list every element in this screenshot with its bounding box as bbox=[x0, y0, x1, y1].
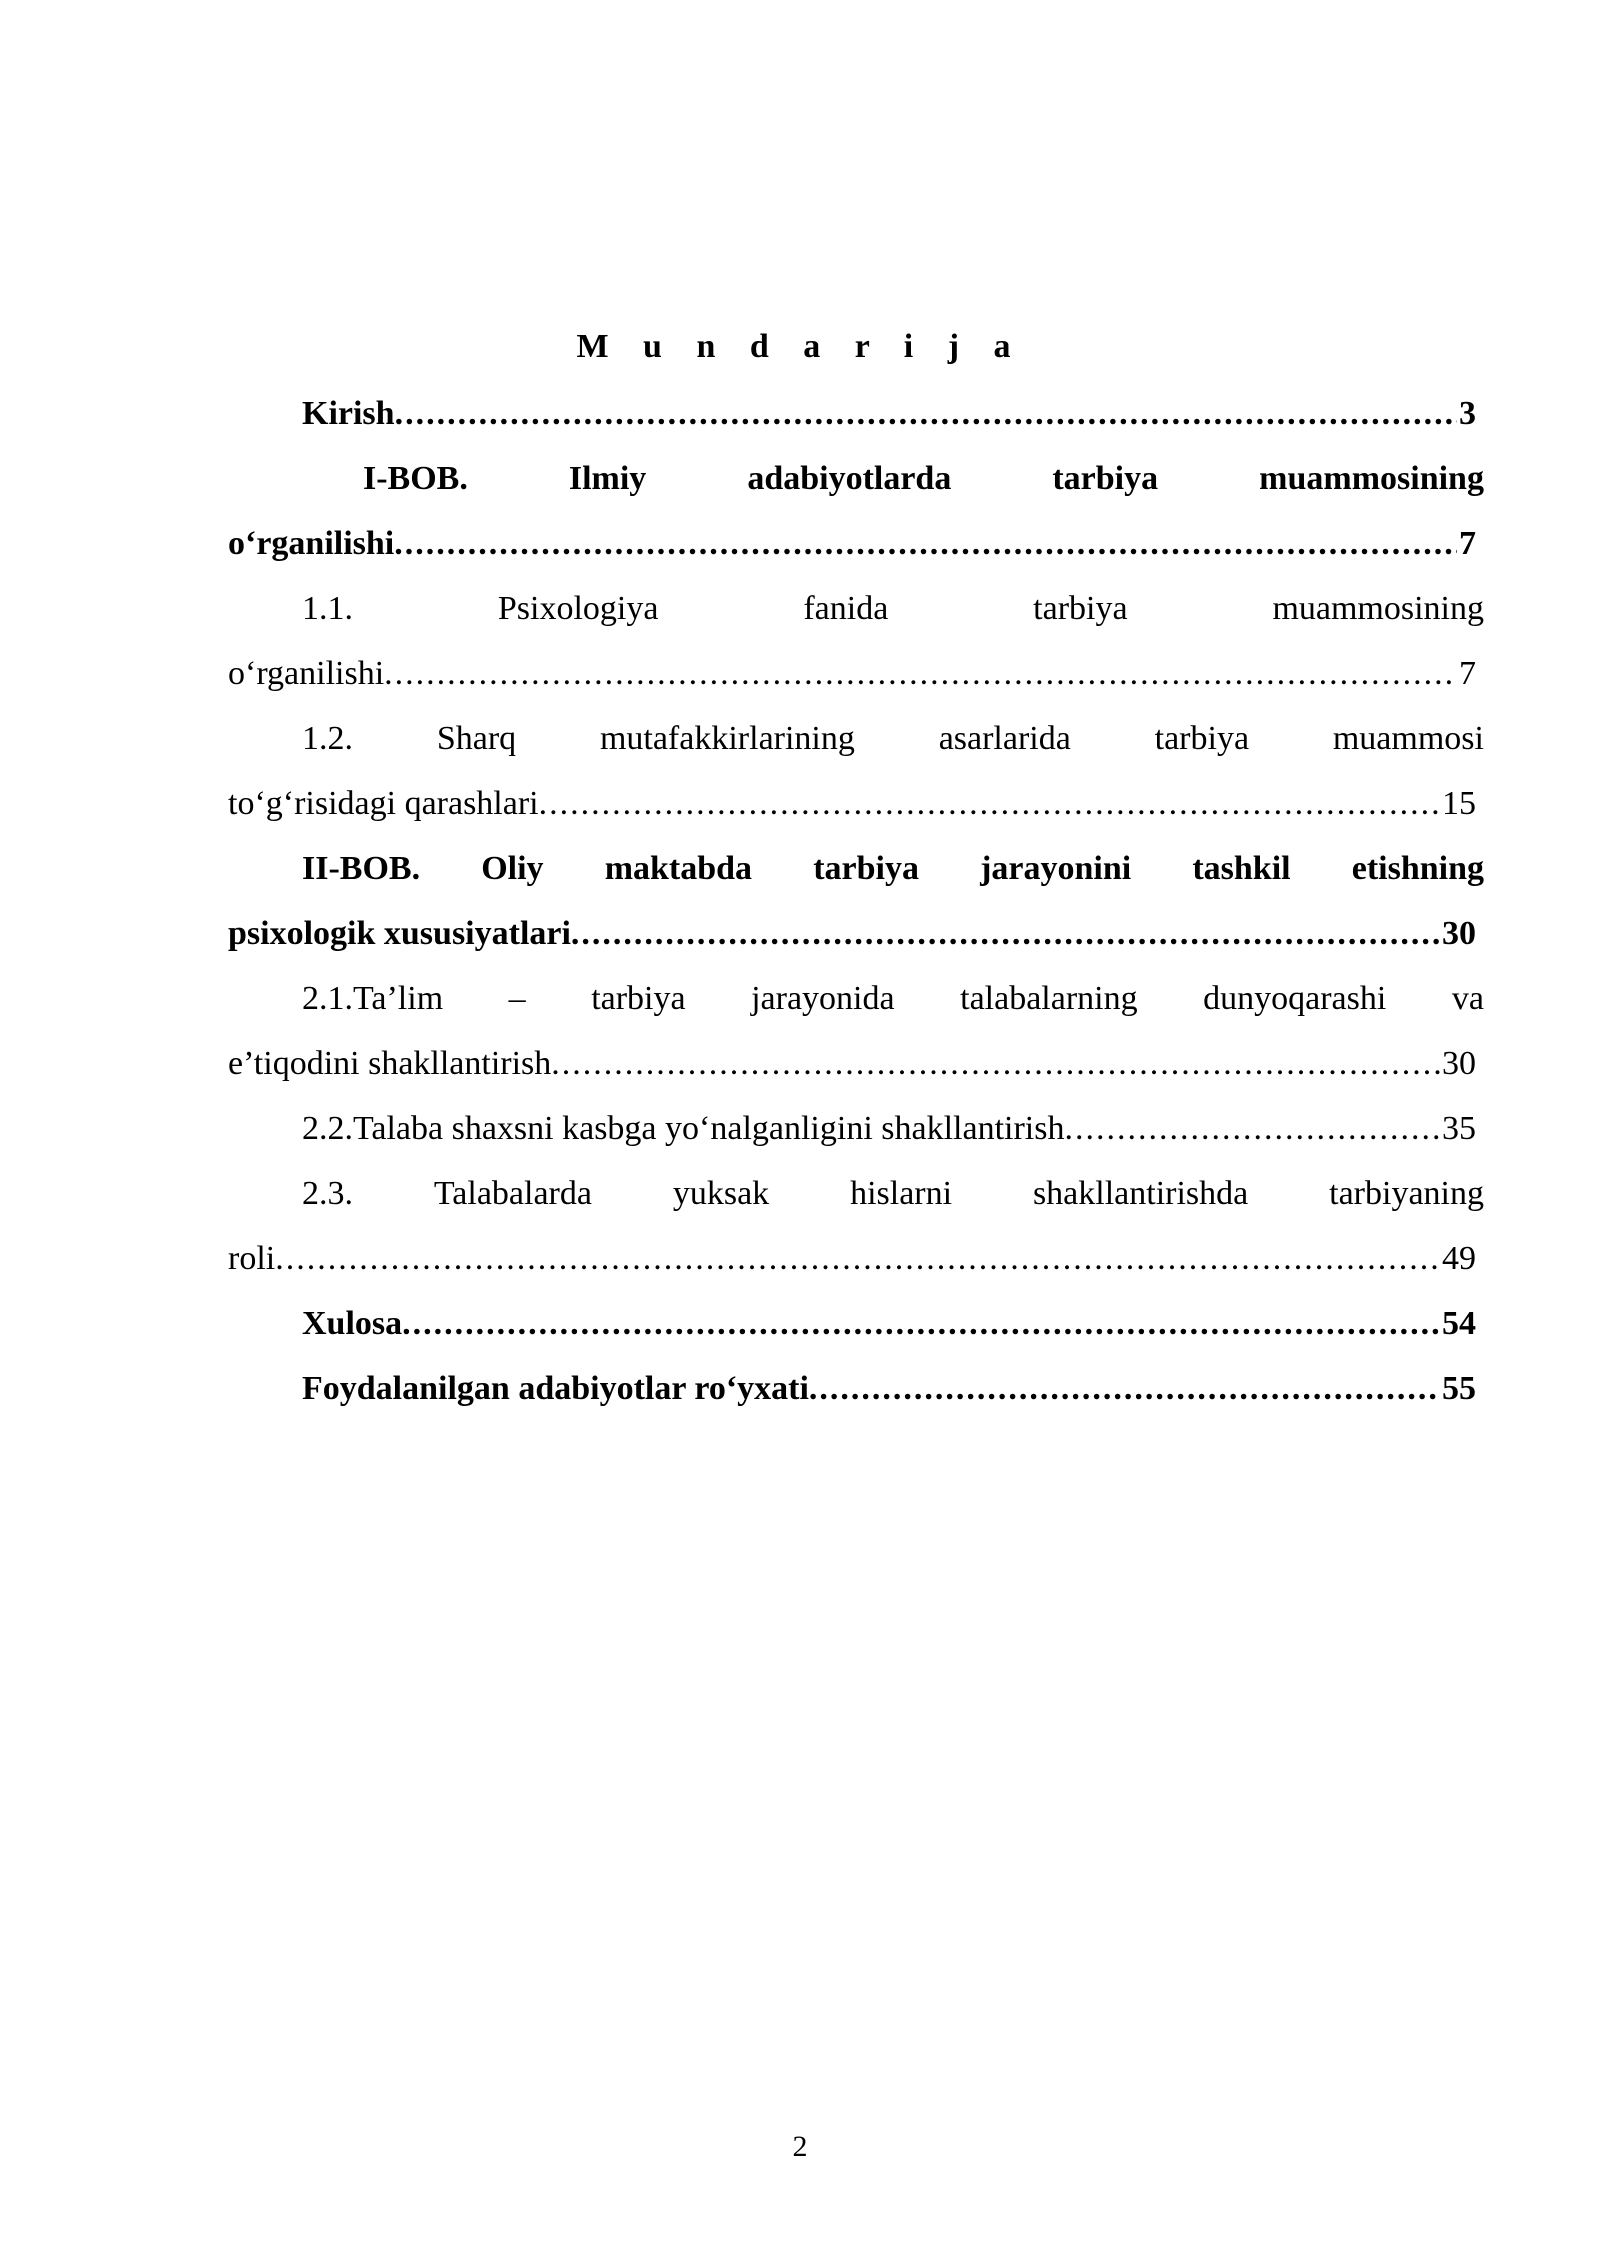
toc-line bbox=[228, 381, 1484, 446]
toc-entry-2-2 bbox=[228, 1096, 1484, 1161]
toc-word: shakllantirishda bbox=[1032, 1175, 1249, 1212]
toc-entry-2-1 bbox=[228, 966, 1484, 1096]
toc-line-justified bbox=[228, 446, 1484, 511]
toc-page-number: 7 bbox=[1459, 655, 1476, 692]
toc-entry-text: o‘rganilishi bbox=[228, 525, 395, 562]
toc-word: 2.3. bbox=[302, 1175, 353, 1212]
toc-word: fanida bbox=[803, 590, 889, 627]
toc-word: muammosi bbox=[1332, 720, 1484, 757]
toc-page-number: 30 bbox=[1442, 1045, 1476, 1082]
toc-entry-bob1 bbox=[228, 446, 1484, 576]
toc-entry-xulosa bbox=[228, 1291, 1484, 1356]
toc-word: II-BOB. bbox=[302, 850, 421, 887]
toc-word: dunyoqarashi bbox=[1203, 980, 1387, 1017]
toc-word: Psixologiya bbox=[497, 590, 659, 627]
toc-word: tarbiya bbox=[1033, 590, 1128, 627]
toc-line-justified bbox=[228, 1161, 1484, 1226]
toc-leader-dots bbox=[551, 1031, 1440, 1096]
toc-line-justified bbox=[228, 836, 1484, 901]
toc-word: tarbiya bbox=[813, 850, 919, 887]
toc-word: – bbox=[508, 980, 526, 1017]
toc-page-number: 7 bbox=[1459, 525, 1476, 562]
toc-word: yuksak bbox=[672, 1175, 770, 1212]
toc-entry-text: to‘g‘risidagi qarashlari bbox=[228, 785, 539, 822]
toc-word: Ilmiy bbox=[568, 460, 647, 497]
toc-leader-dots bbox=[394, 511, 1457, 576]
toc-word: etishning bbox=[1351, 850, 1484, 887]
toc-line bbox=[228, 1356, 1484, 1421]
toc-entry-text: 2.2.Talaba shaxsni kasbga yo‘nalganligini shakllantirish bbox=[302, 1110, 1065, 1147]
toc-word: Sharq bbox=[436, 720, 517, 757]
toc-word: 1.1. bbox=[302, 590, 353, 627]
toc-line-justified bbox=[228, 706, 1484, 771]
toc-word: va bbox=[1451, 980, 1484, 1017]
toc-page-number: 3 bbox=[1459, 395, 1476, 432]
toc-word: muammosining bbox=[1272, 590, 1484, 627]
toc-page-number: 49 bbox=[1442, 1240, 1476, 1277]
toc-entry-text: o‘rganilishi bbox=[228, 655, 385, 692]
toc-leader-dots bbox=[1064, 1096, 1440, 1161]
toc-page-number: 54 bbox=[1442, 1305, 1476, 1342]
toc-word: 2.1.Ta’lim bbox=[302, 980, 444, 1017]
toc-word: talabalarning bbox=[960, 980, 1138, 1017]
toc-word: tarbiyaning bbox=[1329, 1175, 1484, 1212]
toc-line bbox=[228, 1226, 1484, 1291]
toc-entry-text: Foydalanilgan adabiyotlar ro‘yxati bbox=[302, 1370, 809, 1407]
toc-line bbox=[228, 901, 1484, 966]
toc-word: hislarni bbox=[850, 1175, 953, 1212]
toc-word: muammosining bbox=[1259, 460, 1484, 497]
toc-page-number: 35 bbox=[1442, 1110, 1476, 1147]
toc-line-justified bbox=[228, 966, 1484, 1031]
toc-leader-dots bbox=[384, 641, 1457, 706]
toc-leader-dots bbox=[395, 381, 1457, 446]
page-number: 2 bbox=[792, 2130, 808, 2163]
toc-entry-2-3 bbox=[228, 1161, 1484, 1291]
toc-entry-1-1 bbox=[228, 576, 1484, 706]
toc-word: 1.2. bbox=[302, 720, 353, 757]
toc-word: tarbiya bbox=[591, 980, 686, 1017]
toc-entry-text: roli bbox=[228, 1240, 276, 1277]
toc-word: tashkil bbox=[1192, 850, 1291, 887]
toc-line bbox=[228, 771, 1484, 836]
toc-leader-dots bbox=[539, 771, 1440, 836]
toc-word: jarayonida bbox=[751, 980, 895, 1017]
toc-entry-bob2 bbox=[228, 836, 1484, 966]
toc-leader-dots bbox=[809, 1356, 1440, 1421]
toc-leader-dots bbox=[571, 901, 1440, 966]
toc-word: Oliy bbox=[481, 850, 544, 887]
toc-entry-text: Kirish bbox=[302, 395, 395, 432]
toc-line bbox=[228, 641, 1484, 706]
table-of-contents bbox=[228, 381, 1484, 1421]
toc-word: maktabda bbox=[604, 850, 753, 887]
toc-entry-kirish bbox=[228, 381, 1484, 446]
toc-line bbox=[228, 1096, 1484, 1161]
toc-entry-text: psixologik xususiyatlari bbox=[228, 915, 571, 952]
toc-page-number: 55 bbox=[1442, 1370, 1476, 1407]
toc-word: tarbiya bbox=[1154, 720, 1250, 757]
toc-word: Talabalarda bbox=[433, 1175, 592, 1212]
toc-word: jarayonini bbox=[980, 850, 1132, 887]
toc-line-justified bbox=[228, 576, 1484, 641]
toc-entry-text: e’tiqodini shakllantirish bbox=[228, 1045, 552, 1082]
toc-title: M u n d a r i j a bbox=[576, 328, 1024, 365]
toc-entry-references bbox=[228, 1356, 1484, 1421]
toc-line bbox=[228, 511, 1484, 576]
toc-page-number: 15 bbox=[1442, 785, 1476, 822]
toc-word: tarbiya bbox=[1052, 460, 1159, 497]
toc-word: mutafakkirlarining bbox=[599, 720, 855, 757]
toc-entry-1-2 bbox=[228, 706, 1484, 836]
toc-line bbox=[228, 1031, 1484, 1096]
toc-word: I-BOB. bbox=[363, 460, 468, 497]
toc-word: adabiyotlarda bbox=[747, 460, 952, 497]
toc-leader-dots bbox=[402, 1291, 1440, 1356]
toc-word: asarlarida bbox=[938, 720, 1071, 757]
toc-line bbox=[228, 1291, 1484, 1356]
toc-page-number: 30 bbox=[1442, 915, 1476, 952]
toc-entry-text: Xulosa bbox=[302, 1305, 403, 1342]
toc-leader-dots bbox=[275, 1226, 1440, 1291]
